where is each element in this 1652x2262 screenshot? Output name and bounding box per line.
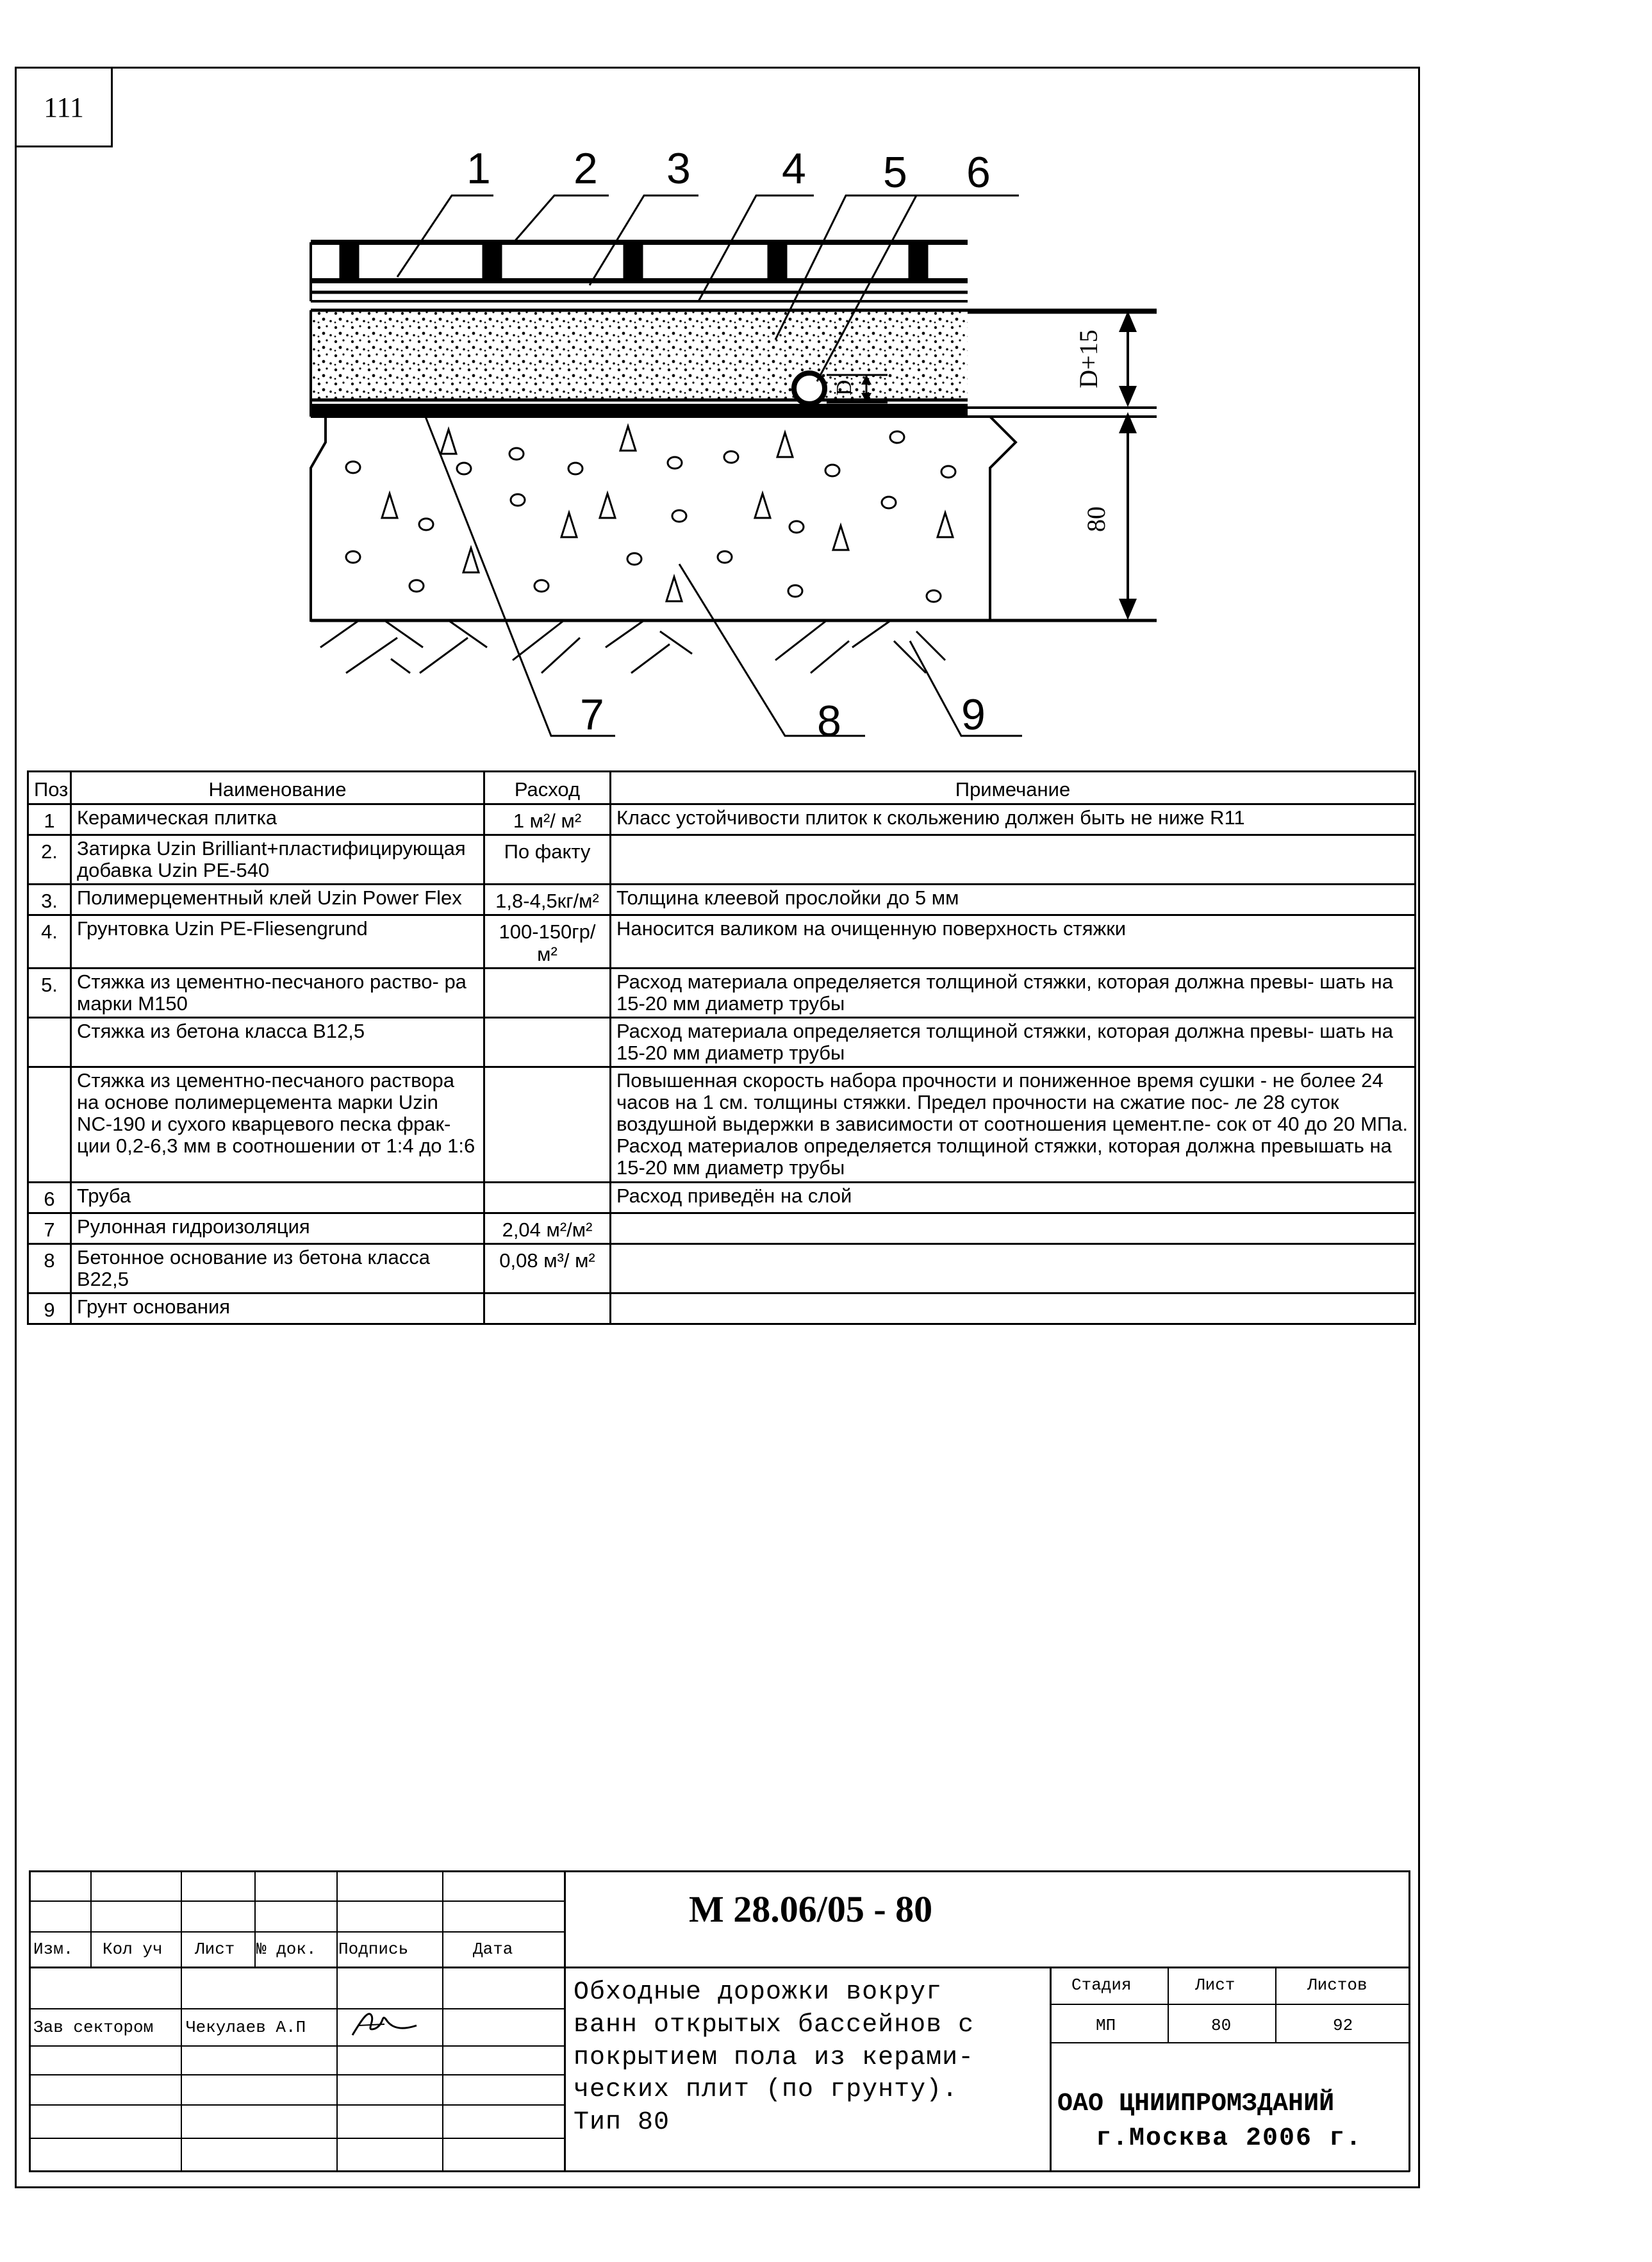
col-date: Дата	[473, 1940, 513, 1959]
ground-hatching	[320, 620, 945, 673]
cell-name: Рулонная гидроизоляция	[71, 1213, 484, 1243]
table-row	[28, 1243, 1416, 1293]
cell-name: Грунтовка Uzin PE-Fliesengrund	[71, 915, 484, 968]
cell-note: Наносится валиком на очищенную поверхность стяжки	[611, 915, 1416, 968]
header-qty: Расход	[484, 772, 611, 804]
callout-1: 1	[467, 144, 491, 193]
description-line: покрытием пола из керами-	[574, 2043, 975, 2072]
document-code: М 28.06/05 - 80	[689, 1888, 933, 1930]
cell-pos: 4.	[28, 915, 71, 968]
cell-pos	[28, 1067, 71, 1182]
cell-note: Расход материала определяется толщиной стяжки, которая должна превы- шать на 15-20 мм диаметр трубы	[611, 968, 1416, 1017]
dimension-lines	[968, 314, 1157, 617]
callout-6: 6	[966, 148, 991, 197]
person-name: Чекулаев А.П	[186, 2018, 306, 2037]
cell-qty	[484, 968, 611, 1017]
cell-pos: 2.	[28, 835, 71, 885]
col-signature: Подпись	[338, 1940, 409, 1959]
table-row	[28, 1213, 1416, 1243]
cell-qty	[484, 1293, 611, 1324]
cell-pos: 5.	[28, 968, 71, 1017]
cell-pos: 1	[28, 804, 71, 835]
cell-note: Класс устойчивости плиток к скольжению должен быть не ниже R11	[611, 804, 1416, 835]
col-izm: Изм.	[33, 1940, 74, 1959]
cell-note: Толщина клеевой прослойки до 5 мм	[611, 885, 1416, 915]
sheets-value: 92	[1333, 2016, 1353, 2035]
description-line: Обходные дорожки вокруг	[574, 1978, 943, 2007]
cell-note	[611, 835, 1416, 885]
description-line: ческих плит (по грунту).	[574, 2075, 959, 2105]
cell-pos: 6	[28, 1182, 71, 1213]
role-label: Зав сектором	[33, 2018, 154, 2037]
sheet-value: 80	[1211, 2016, 1232, 2035]
cell-note: Повышенная скорость набора прочности и пониженное время сушки - не более 24 часов на 1 см. толщины стяжки. Предел прочности на сжатие пос- ле 28 суток воздушной выдержки в зависимости от соотношения цемент.пе- сок от 40 до 20 МПа. Расход материалов определяется толщиной стяжки, которая должна превышать на 15-20 мм диаметр трубы	[611, 1067, 1416, 1182]
cell-note	[611, 1243, 1416, 1293]
dimension-label-bottom: 80	[1082, 506, 1111, 532]
sheets-label: Листов	[1307, 1975, 1367, 1995]
table-row	[28, 968, 1416, 1017]
waterproofing-layer	[311, 404, 968, 417]
table-header-row	[28, 772, 1416, 804]
cell-note	[611, 1293, 1416, 1324]
table-row	[28, 835, 1416, 885]
callout-5: 5	[883, 148, 907, 197]
pipe-diameter-label: D	[832, 379, 856, 396]
cell-note: Расход материала определяется толщиной стяжки, которая должна превы- шать на 15-20 мм диаметр трубы	[611, 1017, 1416, 1067]
table-row	[28, 885, 1416, 915]
cell-pos	[28, 1017, 71, 1067]
description-line: Тип 80	[574, 2108, 670, 2138]
cell-pos: 7	[28, 1213, 71, 1243]
cell-name: Бетонное основание из бетона класса В22,5	[71, 1243, 484, 1293]
stage-value: МП	[1096, 2016, 1116, 2035]
drawing-description	[574, 1977, 974, 2140]
cell-note: Расход приведён на слой	[611, 1182, 1416, 1213]
callout-3: 3	[666, 144, 691, 193]
cell-pos: 3.	[28, 885, 71, 915]
callout-8: 8	[817, 697, 841, 745]
cell-name: Затирка Uzin Brilliant+пластифицирующая добавка Uzin PE-540	[71, 835, 484, 885]
col-list: Лист	[195, 1940, 235, 1959]
cell-qty	[484, 1067, 611, 1182]
header-name: Наименование	[71, 772, 484, 804]
cell-note	[611, 1213, 1416, 1243]
cell-name: Полимерцементный клей Uzin Power Flex	[71, 885, 484, 915]
callout-4: 4	[782, 144, 806, 193]
city-year: г.Москва 2006 г.	[1096, 2124, 1363, 2153]
cell-qty: 0,08 м³/ м²	[484, 1243, 611, 1293]
callout-2: 2	[574, 144, 598, 193]
callout-9: 9	[961, 690, 986, 739]
table-row	[28, 804, 1416, 835]
cell-pos: 8	[28, 1243, 71, 1293]
signature	[346, 2006, 423, 2045]
cell-name: Грунт основания	[71, 1293, 484, 1324]
screed-layer	[311, 310, 968, 400]
specification-table	[27, 770, 1416, 1325]
cell-qty: 1,8-4,5кг/м²	[484, 885, 611, 915]
cell-qty: По факту	[484, 835, 611, 885]
table-row	[28, 1017, 1416, 1067]
cell-name: Стяжка из бетона класса В12,5	[71, 1017, 484, 1067]
cell-qty	[484, 1017, 611, 1067]
cell-name: Стяжка из цементно-песчаного раствора на основе полимерцемента марки Uzin NC-190 и сухого кварцевого песка фрак- ции 0,2-6,3 мм в соотношении от 1:4 до 1:6	[71, 1067, 484, 1182]
floor-section-drawing	[0, 0, 1652, 769]
header-note: Примечание	[611, 772, 1416, 804]
table-row	[28, 1293, 1416, 1324]
cell-qty: 2,04 м²/м²	[484, 1213, 611, 1243]
description-line: ванн открытых бассейнов с	[574, 2010, 975, 2040]
cell-pos: 9	[28, 1293, 71, 1324]
sheet-number: 111	[15, 67, 113, 147]
callout-7: 7	[580, 690, 604, 739]
concrete-base	[311, 417, 1016, 620]
cell-qty	[484, 1182, 611, 1213]
header-pos: Поз	[28, 772, 71, 804]
table-row	[28, 1067, 1416, 1182]
table-row	[28, 1182, 1416, 1213]
sheet-label: Лист	[1195, 1975, 1235, 1995]
cell-qty: 1 м²/ м²	[484, 804, 611, 835]
table-row	[28, 915, 1416, 968]
dimension-label-top: D+15	[1074, 329, 1103, 388]
table-body	[28, 804, 1416, 1324]
col-doc-no: № док.	[256, 1940, 317, 1959]
tile-layer	[311, 242, 968, 301]
organization-name: ОАО ЦНИИПРОМЗДАНИЙ	[1057, 2090, 1335, 2118]
col-kol-uch: Кол уч	[103, 1940, 163, 1959]
cell-name: Труба	[71, 1182, 484, 1213]
cell-name: Стяжка из цементно-песчаного раство- ра марки М150	[71, 968, 484, 1017]
cell-name: Керамическая плитка	[71, 804, 484, 835]
cell-qty: 100-150гр/м²	[484, 915, 611, 968]
stage-label: Стадия	[1071, 1975, 1132, 1995]
